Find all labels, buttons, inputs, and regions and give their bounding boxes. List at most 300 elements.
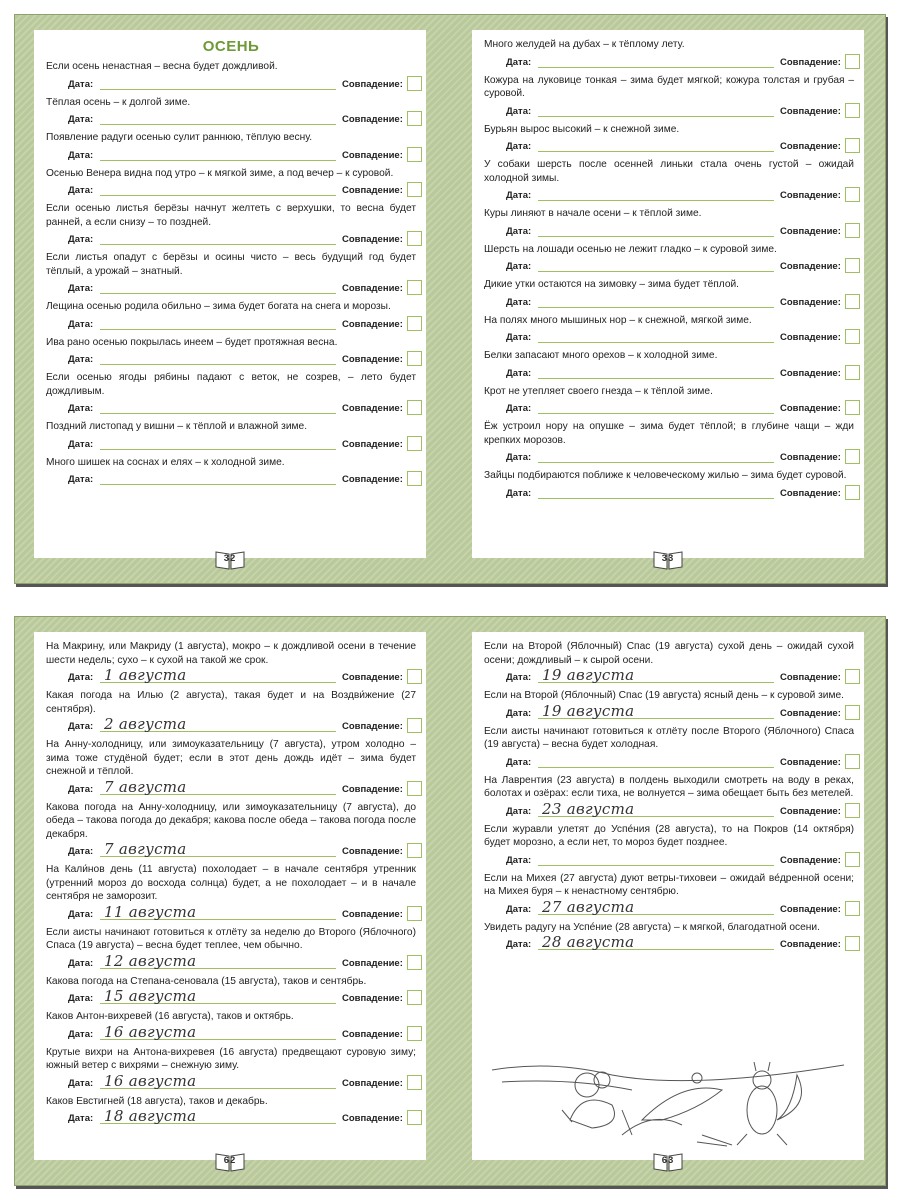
entry-record-line: [46, 278, 416, 298]
omen-entry: [484, 38, 854, 72]
date-label: Дата:: [68, 283, 94, 294]
entry-record-line: [484, 483, 854, 503]
omen-entry: [46, 420, 416, 454]
match-label: Совпадение:: [342, 403, 403, 414]
match-label: Совпадение:: [780, 225, 841, 237]
date-field[interactable]: [538, 378, 774, 379]
match-label: Совпадение:: [342, 474, 403, 485]
match-label: Совпадение:: [342, 78, 403, 90]
entry-record-line: [46, 1024, 416, 1044]
date-label: Дата:: [68, 908, 94, 920]
match-label: Совпадение:: [342, 846, 403, 857]
date-value: 28 августа: [542, 933, 635, 951]
date-field[interactable]: [538, 462, 774, 463]
date-label: Дата:: [506, 756, 532, 768]
date-label: Дата:: [506, 225, 532, 237]
date-label: Дата:: [506, 105, 532, 117]
entry-record-line: [46, 180, 416, 200]
match-checkbox[interactable]: [845, 803, 860, 818]
date-field[interactable]: [100, 484, 336, 485]
omen-entry: [46, 371, 416, 418]
omen-text: Если листья опадут с берёзы и осины чисто – весь будущий год будет тёплый, а урожай – знатный.: [46, 252, 416, 277]
omen-text: Какая погода на Илью (2 августа), такая будет и на Воздви́жение (27 сентября).: [46, 690, 416, 715]
date-field[interactable]: [100, 244, 336, 245]
entry-record-line: [46, 953, 416, 973]
date-label: Дата:: [506, 854, 532, 866]
date-label: Дата:: [68, 957, 94, 969]
omen-text: Куры линяют в начале осени – к тёплой зиме.: [484, 208, 702, 219]
date-label: Дата:: [68, 234, 94, 245]
omen-text: Каков Антон-вихревей (16 августа), таков и октябрь.: [46, 1011, 294, 1022]
omen-text: Шерсть на лошади осенью не лежит гладко – к суровой зиме.: [484, 243, 777, 255]
match-checkbox[interactable]: [845, 329, 860, 344]
match-checkbox[interactable]: [845, 705, 860, 720]
date-value: 23 августа: [542, 799, 635, 818]
date-label: Дата:: [506, 452, 532, 463]
match-checkbox[interactable]: [407, 111, 422, 126]
page-number-text: 33: [661, 553, 675, 564]
omen-text: На Лаврентия (23 августа) в полдень выходили смотреть на воду в реках, болотах и озёрах: если тиха, не волнуется – зима обещает быть без метелей.: [484, 774, 854, 799]
match-checkbox[interactable]: [407, 955, 422, 970]
omen-text: Каков Евстигней (18 августа), таков и декабрь.: [46, 1095, 268, 1107]
entry-record-line: [484, 801, 854, 821]
omen-entry: [46, 336, 416, 370]
entry-record-line: [484, 899, 854, 919]
match-label: Совпадение:: [342, 283, 403, 294]
entry-record-line: [46, 349, 416, 369]
omen-text: Ёж устроил нору на опушке – зима будет тёплой; в глубине чащи – жди крепких морозов.: [484, 421, 854, 446]
omen-text: Лещина осенью родила обильно – зима будет богата на снега и морозы.: [46, 301, 391, 312]
entry-record-line: [484, 256, 854, 276]
date-label: Дата:: [68, 846, 94, 857]
entry-record-line: [46, 469, 416, 489]
entry-record-line: [46, 779, 416, 799]
date-value: 16 августа: [104, 1071, 197, 1090]
match-checkbox[interactable]: [845, 754, 860, 769]
date-value: 2 августа: [104, 715, 187, 733]
match-label: Совпадение:: [780, 487, 841, 499]
section-title: ОСЕНЬ: [202, 38, 260, 55]
omen-text: На Кали́нов день (11 августа) похолодает – в начале сентября утренник (утренний мороз до восхода солнца) будет, а не похолодает – и в начале сентября не заморозит.: [46, 864, 416, 902]
omen-entry: [484, 725, 854, 772]
omen-entry: [46, 96, 416, 130]
match-checkbox[interactable]: [845, 223, 860, 238]
match-label: Совпадение:: [342, 1113, 403, 1124]
date-label: Дата:: [68, 318, 94, 330]
entry-list: [46, 38, 416, 491]
match-label: Совпадение:: [780, 403, 841, 414]
page-62: [34, 632, 426, 1166]
date-field[interactable]: [100, 413, 336, 414]
omen-entry: [484, 349, 854, 383]
date-label: Дата:: [506, 190, 532, 201]
entry-record-line: [46, 74, 416, 94]
date-field[interactable]: [538, 307, 774, 308]
date-value: 1 августа: [104, 666, 187, 684]
match-checkbox[interactable]: [845, 485, 860, 500]
date-field[interactable]: [538, 767, 774, 768]
page-number-text: 62: [223, 1155, 237, 1166]
match-label: Совпадение:: [342, 149, 403, 161]
match-checkbox[interactable]: [845, 103, 860, 118]
omen-entry: [46, 738, 416, 799]
match-label: Совпадение:: [342, 1077, 403, 1089]
page-number: [215, 1152, 245, 1172]
omen-entry: [484, 689, 854, 723]
match-checkbox[interactable]: [407, 669, 422, 684]
date-value: 7 августа: [104, 840, 187, 858]
date-field[interactable]: [538, 67, 774, 68]
date-label: Дата:: [506, 403, 532, 414]
date-field[interactable]: [538, 151, 774, 152]
omen-entry: [46, 300, 416, 334]
omen-entry: [484, 243, 854, 277]
date-label: Дата:: [506, 903, 532, 915]
entry-record-line: [484, 934, 854, 954]
entry-record-line: [484, 52, 854, 72]
entry-record-line: [484, 752, 854, 772]
match-label: Совпадение:: [780, 672, 841, 683]
omen-entry: [46, 1010, 416, 1044]
omen-entry: [484, 469, 854, 503]
entry-record-line: [46, 314, 416, 334]
entry-record-line: [484, 447, 854, 467]
match-label: Совпадение:: [780, 105, 841, 117]
page-number-text: 32: [223, 553, 237, 564]
omen-entry: [484, 123, 854, 157]
entry-record-line: [484, 101, 854, 121]
date-label: Дата:: [68, 185, 94, 196]
entry-record-line: [46, 229, 416, 249]
date-label: Дата:: [506, 56, 532, 68]
date-label: Дата:: [506, 367, 532, 379]
omen-text: Бурьян вырос высокий – к снежной зиме.: [484, 123, 680, 135]
omen-entry: [484, 385, 854, 419]
omen-text: Если осенью ягоды рябины падают с веток, не созрев, – лето будет дождливым.: [46, 372, 416, 397]
match-label: Совпадение:: [342, 957, 403, 969]
omen-entry: [46, 60, 416, 94]
omen-entry: [46, 131, 416, 165]
match-checkbox[interactable]: [845, 936, 860, 951]
date-field[interactable]: [538, 413, 774, 414]
date-value: 12 августа: [104, 951, 197, 970]
date-value: 16 августа: [104, 1022, 197, 1041]
entry-record-line: [484, 136, 854, 156]
omen-entry: [46, 926, 416, 973]
match-checkbox[interactable]: [407, 76, 422, 91]
omen-text: Осенью Венера видна под утро – к мягкой зиме, а под вечер – к суровой.: [46, 167, 394, 179]
date-label: Дата:: [506, 261, 532, 272]
date-label: Дата:: [68, 783, 94, 795]
match-checkbox[interactable]: [845, 400, 860, 415]
match-label: Совпадение:: [780, 296, 841, 308]
page-number: [215, 550, 245, 570]
omen-text: Ива рано осенью покрылась инеем – будет протяжная весна.: [46, 336, 338, 348]
omen-entry: [484, 74, 854, 121]
entry-record-line: [484, 185, 854, 205]
date-value: 18 августа: [104, 1107, 197, 1125]
date-label: Дата:: [68, 78, 94, 90]
match-label: Совпадение:: [780, 903, 841, 915]
date-field[interactable]: [538, 498, 774, 499]
entry-record-line: [46, 988, 416, 1008]
omen-text: Поздний листопад у вишни – к тёплой и влажной зиме.: [46, 421, 308, 432]
omen-entry: [484, 872, 854, 919]
omen-text: Увидеть радугу на Успе́ние (28 августа) – к мягкой, благодатной осени.: [484, 921, 820, 933]
entry-record-line: [46, 109, 416, 129]
omen-text: Крутые вихри на Антона-вихревея (16 августа) предвещают суровую зиму; южный ветер с вихрями – снежную зиму.: [46, 1046, 416, 1071]
page-32: [34, 30, 426, 564]
match-checkbox[interactable]: [407, 436, 422, 451]
omen-entry: [484, 278, 854, 312]
date-label: Дата:: [68, 1077, 94, 1089]
match-checkbox[interactable]: [407, 990, 422, 1005]
entry-record-line: [484, 850, 854, 870]
date-label: Дата:: [506, 487, 532, 499]
date-field[interactable]: [538, 271, 774, 272]
match-label: Совпадение:: [342, 721, 403, 732]
omen-entry: [484, 774, 854, 821]
omen-text: Если на Второй (Яблочный) Спас (19 августа) ясный день – к суровой зиме.: [484, 690, 844, 701]
match-checkbox[interactable]: [845, 901, 860, 916]
match-checkbox[interactable]: [407, 280, 422, 295]
date-field[interactable]: [100, 449, 336, 450]
match-label: Совпадение:: [780, 854, 841, 866]
omen-entry: [484, 823, 854, 870]
date-label: Дата:: [506, 805, 532, 817]
date-field[interactable]: [538, 200, 774, 201]
match-checkbox[interactable]: [407, 906, 422, 921]
date-label: Дата:: [506, 332, 532, 343]
omen-entry: [46, 975, 416, 1009]
entry-record-line: [46, 716, 416, 736]
omen-entry: [484, 420, 854, 467]
omen-text: Если на Михея (27 августа) дуют ветры-тиховеи – ожидай ве́дренной осени; на Михея буря – к ненастному сентябрю.: [484, 872, 854, 897]
omen-text: Если журавли улетят до Успе́ния (28 августа), то на Покров (14 октября) будет морозно, а если нет, то мороз будет позднее.: [484, 823, 854, 848]
match-checkbox[interactable]: [407, 1075, 422, 1090]
match-label: Совпадение:: [342, 908, 403, 920]
match-checkbox[interactable]: [845, 138, 860, 153]
date-label: Дата:: [68, 721, 94, 732]
omen-entry: [46, 251, 416, 298]
match-label: Совпадение:: [342, 185, 403, 196]
date-label: Дата:: [68, 114, 94, 125]
match-checkbox[interactable]: [845, 449, 860, 464]
omen-text: На полях много мышиных нор – к снежной, мягкой зиме.: [484, 314, 752, 326]
match-label: Совпадение:: [780, 141, 841, 152]
match-checkbox[interactable]: [407, 231, 422, 246]
entry-record-line: [484, 363, 854, 383]
entry-list: [46, 640, 416, 1130]
omen-text: Много шишек на соснах и елях – к холодной зиме.: [46, 456, 285, 468]
omen-text: Какова погода на Анну-холодницу, или зимоуказательницу (7 августа), до обеда – такова погода до декабря; какова после обеда – такова погода после декабря.: [46, 801, 416, 840]
match-label: Совпадение:: [780, 756, 841, 768]
match-checkbox[interactable]: [407, 147, 422, 162]
match-label: Совпадение:: [780, 707, 841, 719]
match-label: Совпадение:: [780, 56, 841, 68]
omen-text: Если аисты начинают готовиться к отлёту за неделю до Второго (Яблочного) Спаса (19 августа) – весна будет теплее, чем обычно.: [46, 926, 416, 951]
match-checkbox[interactable]: [845, 187, 860, 202]
entry-record-line: [46, 434, 416, 454]
omen-entry: [46, 863, 416, 924]
omen-entry: [46, 202, 416, 249]
match-checkbox[interactable]: [407, 351, 422, 366]
omen-text: Тёплая осень – к долгой зиме.: [46, 96, 191, 108]
omen-entry: [46, 1095, 416, 1129]
entry-record-line: [46, 398, 416, 418]
match-label: Совпадение:: [780, 805, 841, 817]
date-field[interactable]: [538, 116, 774, 117]
match-checkbox[interactable]: [407, 718, 422, 733]
omen-text: Появление радуги осенью сулит раннюю, тёплую весну.: [46, 132, 313, 143]
date-label: Дата:: [506, 707, 532, 719]
page-number: [653, 1152, 683, 1172]
match-checkbox[interactable]: [845, 852, 860, 867]
match-label: Совпадение:: [342, 438, 403, 450]
page-63: [472, 632, 864, 1166]
entry-record-line: [46, 1073, 416, 1093]
date-label: Дата:: [68, 354, 94, 365]
match-checkbox[interactable]: [407, 471, 422, 486]
date-value: 19 августа: [542, 701, 635, 720]
page-number: [653, 550, 683, 570]
omen-text: У собаки шерсть после осенней линьки стала очень густой – ожидай холодной зимы.: [484, 159, 854, 184]
entry-record-line: [484, 292, 854, 312]
entry-record-line: [484, 703, 854, 723]
omen-entry: [484, 158, 854, 205]
entry-record-line: [46, 904, 416, 924]
date-label: Дата:: [506, 672, 532, 683]
omen-entry: [46, 167, 416, 201]
date-value: 7 августа: [104, 777, 187, 796]
omen-entry: [46, 456, 416, 490]
match-label: Совпадение:: [780, 367, 841, 379]
entry-record-line: [484, 327, 854, 347]
omen-text: На Анну-холодницу, или зимоуказательницу (7 августа), утром холодно – зима тоже студёной будет; если в этот день дождь идёт – зима будет снежной и тёплой.: [46, 739, 416, 777]
date-label: Дата:: [68, 1113, 94, 1124]
date-field[interactable]: [100, 364, 336, 365]
omen-text: Если осень ненастная – весна будет дождливой.: [46, 61, 278, 72]
match-label: Совпадение:: [342, 318, 403, 330]
date-label: Дата:: [68, 672, 94, 683]
match-label: Совпадение:: [342, 672, 403, 683]
date-field[interactable]: [100, 293, 336, 294]
match-checkbox[interactable]: [845, 365, 860, 380]
match-label: Совпадение:: [342, 1028, 403, 1040]
date-label: Дата:: [68, 993, 94, 1004]
match-label: Совпадение:: [342, 783, 403, 795]
date-label: Дата:: [506, 939, 532, 950]
match-label: Совпадение:: [342, 354, 403, 365]
omen-text: На Макрину, или Макриду (1 августа), мокро – к дождливой осени в течение шести недель; сухо – к сухой на такой же срок.: [46, 641, 416, 666]
omen-text: Белки запасают много орехов – к холодной зиме.: [484, 350, 718, 361]
omen-text: Если аисты начинают готовиться к отлёту после Второго (Яблочного) Спаса (19 августа) – весна будет холодная.: [484, 725, 854, 750]
omen-text: Крот не утепляет своего гнезда – к тёплой зиме.: [484, 385, 713, 397]
entry-list: [484, 640, 854, 956]
date-label: Дата:: [68, 438, 94, 450]
page-33: [472, 30, 864, 564]
match-label: Совпадение:: [780, 261, 841, 272]
date-field[interactable]: [100, 195, 336, 196]
date-field[interactable]: [100, 89, 336, 90]
entry-record-line: [46, 667, 416, 687]
omen-text: Если на Второй (Яблочный) Спас (19 августа) сухой день – ожидай сухой осени; дождливый – к сырой осени.: [484, 641, 854, 666]
omen-entry: [484, 921, 854, 955]
entry-record-line: [46, 841, 416, 861]
omen-text: Много желудей на дубах – к тёплому лету.: [484, 39, 685, 50]
date-label: Дата:: [68, 474, 94, 485]
omen-entry: [46, 689, 416, 736]
match-label: Совпадение:: [342, 114, 403, 125]
match-checkbox[interactable]: [407, 781, 422, 796]
spread-top: [14, 14, 886, 584]
match-checkbox[interactable]: [407, 400, 422, 415]
date-label: Дата:: [68, 1028, 94, 1040]
match-label: Совпадение:: [342, 993, 403, 1004]
spread-bottom: [14, 616, 886, 1186]
omen-entry: [484, 640, 854, 687]
date-label: Дата:: [68, 403, 94, 414]
date-field[interactable]: [100, 160, 336, 161]
omen-entry: [484, 207, 854, 241]
animals-illustration: [492, 1050, 844, 1150]
entry-record-line: [46, 145, 416, 165]
entry-record-line: [46, 1108, 416, 1128]
page-number-text: 63: [661, 1155, 675, 1166]
date-field[interactable]: [538, 865, 774, 866]
match-checkbox[interactable]: [407, 843, 422, 858]
date-field[interactable]: [100, 124, 336, 125]
date-value: 11 августа: [104, 902, 197, 921]
date-field[interactable]: [538, 236, 774, 237]
match-label: Совпадение:: [780, 452, 841, 463]
omen-text: Если осенью листья берёзы начнут желтеть с верхушки, то весна будет ранней, а если снизу – то поздней.: [46, 203, 416, 228]
entry-record-line: [484, 667, 854, 687]
match-checkbox[interactable]: [845, 258, 860, 273]
match-label: Совпадение:: [342, 234, 403, 245]
omen-entry: [46, 801, 416, 862]
omen-entry: [46, 1046, 416, 1093]
date-field[interactable]: [100, 329, 336, 330]
date-label: Дата:: [506, 296, 532, 308]
date-value: 15 августа: [104, 987, 197, 1005]
match-checkbox[interactable]: [407, 1110, 422, 1125]
omen-text: Зайцы подбираются поближе к человеческому жилью – зима будет суровой.: [484, 470, 847, 481]
omen-entry: [46, 640, 416, 687]
date-label: Дата:: [68, 149, 94, 161]
omen-text: Дикие утки остаются на зимовку – зима будет тёплой.: [484, 279, 740, 290]
entry-record-line: [484, 221, 854, 241]
date-value: 19 августа: [542, 666, 635, 684]
match-checkbox[interactable]: [407, 182, 422, 197]
match-checkbox[interactable]: [845, 294, 860, 309]
match-label: Совпадение:: [780, 332, 841, 343]
entry-list: [484, 38, 854, 505]
date-label: Дата:: [506, 141, 532, 152]
date-value: 27 августа: [542, 897, 635, 916]
entry-record-line: [484, 398, 854, 418]
match-checkbox[interactable]: [845, 669, 860, 684]
match-checkbox[interactable]: [845, 54, 860, 69]
match-checkbox[interactable]: [407, 1026, 422, 1041]
omen-entry: [484, 314, 854, 348]
omen-text: Какова погода на Степана-сеновала (15 августа), таков и сентябрь.: [46, 975, 367, 987]
match-checkbox[interactable]: [407, 316, 422, 331]
date-field[interactable]: [538, 342, 774, 343]
match-label: Совпадение:: [780, 190, 841, 201]
match-label: Совпадение:: [780, 939, 841, 950]
omen-text: Кожура на луковице тонкая – зима будет мягкой; кожура толстая и грубая – суровой.: [484, 74, 854, 99]
